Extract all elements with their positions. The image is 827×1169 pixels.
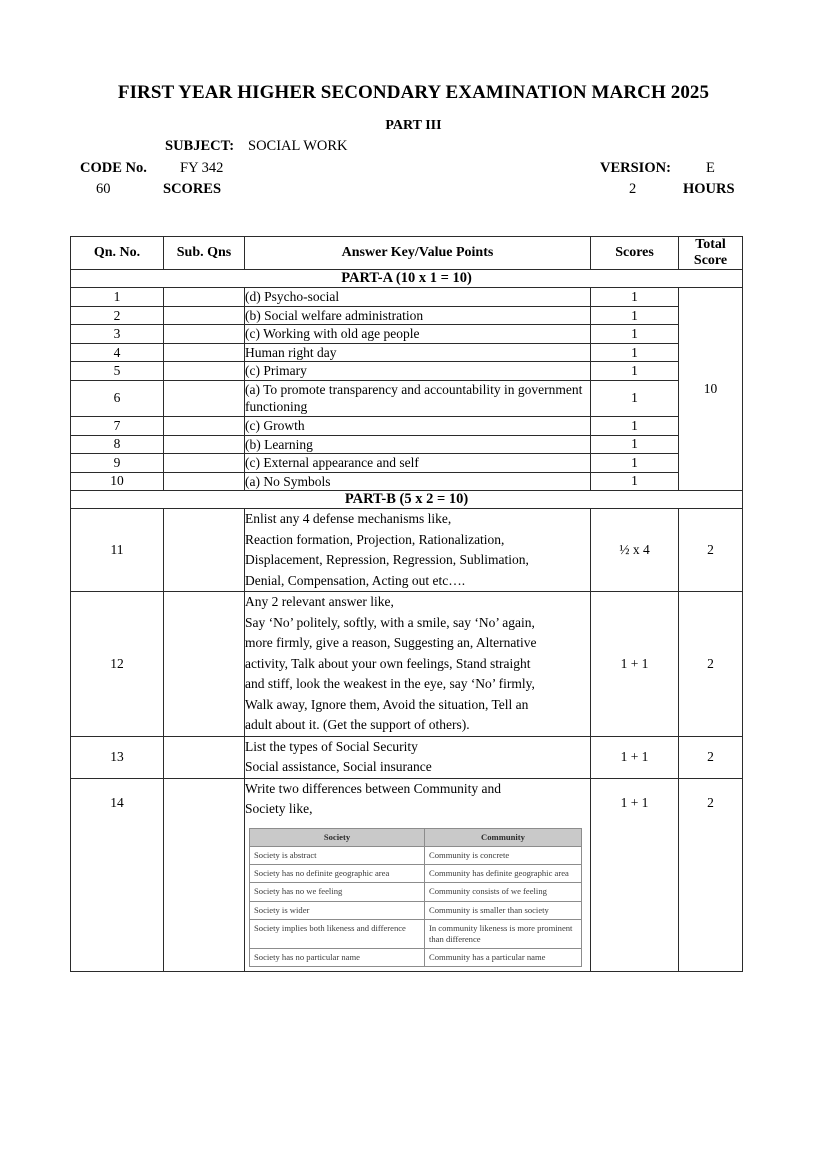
table-row — [71, 472, 743, 491]
cell-answer: (c) Working with old age people — [245, 325, 591, 344]
max-scores-value: 60 — [96, 181, 111, 197]
hours-value: 2 — [629, 181, 637, 197]
cell-sub-qns — [164, 435, 245, 454]
header-scores: Scores — [591, 237, 679, 270]
cell-qn-no: 14 — [71, 778, 164, 971]
comparison-cell-community: Community consists of we feeling — [425, 883, 582, 901]
answer-line: Write two differences between Community and — [245, 780, 502, 796]
table-row — [71, 362, 743, 381]
cell-answer: (d) Psycho-social — [245, 288, 591, 307]
header-qn-no: Qn. No. — [71, 237, 164, 270]
header-total-line2: Score — [693, 253, 728, 269]
cell-qn-no: 6 — [71, 380, 164, 416]
answer-key-body — [71, 237, 743, 972]
cell-sub-qns — [164, 362, 245, 381]
subject-value: SOCIAL WORK — [248, 138, 348, 154]
comparison-row — [250, 949, 582, 967]
answer-line: Any 2 relevant answer like, — [245, 594, 394, 610]
cell-qn-no: 2 — [71, 306, 164, 325]
cell-total-score: 2 — [679, 736, 743, 778]
society-community-comparison-table — [249, 828, 582, 967]
comparison-cell-society: Society has no definite geographic area — [250, 865, 425, 883]
cell-sub-qns — [164, 778, 245, 971]
cell-score: 1 — [591, 472, 679, 491]
cell-score: 1 + 1 — [591, 592, 679, 737]
comparison-cell-society: Society has no we feeling — [250, 883, 425, 901]
answer-line: Denial, Compensation, Acting out etc…. — [245, 572, 466, 588]
comparison-cell-community: Community is smaller than society — [425, 901, 582, 919]
comparison-row — [250, 919, 582, 948]
cell-qn-no: 9 — [71, 454, 164, 473]
answer-line: adult about it. (Get the support of others). — [245, 717, 470, 733]
cell-answer — [245, 592, 591, 737]
answer-line: Displacement, Repression, Regression, Sublimation, — [245, 552, 529, 568]
cell-qn-no: 7 — [71, 417, 164, 436]
answer-key-table — [70, 236, 743, 972]
cell-score: 1 — [591, 325, 679, 344]
cell-answer: Human right day — [245, 343, 591, 362]
table-row — [71, 380, 743, 416]
table-row — [71, 736, 743, 778]
cell-score: 1 + 1 — [591, 778, 679, 971]
page-title: FIRST YEAR HIGHER SECONDARY EXAMINATION MARCH 2025 — [117, 82, 710, 103]
comparison-table-wrapper — [249, 828, 590, 967]
cell-qn-no: 12 — [71, 592, 164, 737]
cell-score: 1 + 1 — [591, 736, 679, 778]
table-row — [71, 509, 743, 592]
cell-sub-qns — [164, 592, 245, 737]
comparison-header-row — [250, 828, 582, 846]
cell-qn-no: 3 — [71, 325, 164, 344]
part-a-band-row — [71, 270, 743, 288]
cell-score: 1 — [591, 435, 679, 454]
table-row — [71, 778, 743, 971]
cell-answer: (b) Learning — [245, 435, 591, 454]
cell-sub-qns — [164, 325, 245, 344]
comparison-header-community: Community — [425, 828, 582, 846]
cell-answer — [245, 736, 591, 778]
table-row — [71, 343, 743, 362]
cell-score: ½ x 4 — [591, 509, 679, 592]
cell-qn-no: 11 — [71, 509, 164, 592]
cell-score: 1 — [591, 362, 679, 381]
comparison-cell-society: Society implies both likeness and difference — [250, 919, 425, 948]
cell-answer: (c) Growth — [245, 417, 591, 436]
cell-answer: (b) Social welfare administration — [245, 306, 591, 325]
cell-answer — [245, 778, 591, 971]
table-row — [71, 435, 743, 454]
table-row — [71, 288, 743, 307]
answer-line: Social assistance, Social insurance — [245, 759, 432, 775]
subject-label: SUBJECT: — [165, 138, 235, 154]
version-value: E — [706, 160, 715, 176]
cell-score: 1 — [591, 343, 679, 362]
part-heading: PART III — [385, 118, 442, 133]
cell-total-score: 10 — [679, 288, 743, 491]
cell-qn-no: 13 — [71, 736, 164, 778]
answer-line: Society like, — [245, 801, 313, 817]
header-total-line1: Total — [695, 237, 726, 252]
cell-score: 1 — [591, 306, 679, 325]
comparison-cell-community: In community likeness is more prominent than difference — [425, 919, 582, 948]
cell-qn-no: 8 — [71, 435, 164, 454]
code-label: CODE No. — [80, 160, 147, 176]
part-b-band: PART-B (5 x 2 = 10) — [71, 491, 743, 509]
table-row — [71, 306, 743, 325]
cell-qn-no: 5 — [71, 362, 164, 381]
table-row — [71, 325, 743, 344]
cell-score: 1 — [591, 288, 679, 307]
cell-answer — [245, 509, 591, 592]
part-a-band: PART-A (10 x 1 = 10) — [71, 270, 743, 288]
cell-sub-qns — [164, 306, 245, 325]
cell-sub-qns — [164, 454, 245, 473]
table-row — [71, 454, 743, 473]
comparison-cell-society: Society has no particular name — [250, 949, 425, 967]
cell-sub-qns — [164, 380, 245, 416]
cell-score: 1 — [591, 417, 679, 436]
answer-line: List the types of Social Security — [245, 738, 418, 754]
header-answer-key: Answer Key/Value Points — [245, 237, 591, 270]
comparison-cell-society: Society is wider — [250, 901, 425, 919]
cell-answer: (a) No Symbols — [245, 472, 591, 491]
cell-sub-qns — [164, 343, 245, 362]
answer-line: Reaction formation, Projection, Rationalization, — [245, 531, 505, 547]
header-sub-qns: Sub. Qns — [164, 237, 245, 270]
comparison-header-society: Society — [250, 828, 425, 846]
cell-total-score: 2 — [679, 778, 743, 971]
table-header-row — [71, 237, 743, 270]
cell-sub-qns — [164, 736, 245, 778]
cell-sub-qns — [164, 509, 245, 592]
cell-qn-no: 4 — [71, 343, 164, 362]
code-value: FY 342 — [180, 160, 224, 176]
cell-score: 1 — [591, 380, 679, 416]
cell-total-score: 2 — [679, 509, 743, 592]
cell-answer: (c) Primary — [245, 362, 591, 381]
comparison-cell-community: Community has definite geographic area — [425, 865, 582, 883]
cell-total-score: 2 — [679, 592, 743, 737]
comparison-cell-society: Society is abstract — [250, 847, 425, 865]
header-total-score — [679, 237, 743, 270]
table-row — [71, 592, 743, 737]
cell-sub-qns — [164, 417, 245, 436]
answer-line: more firmly, give a reason, Suggesting an, Alternative — [245, 635, 537, 651]
answer-line: Walk away, Ignore them, Avoid the situation, Tell an — [245, 696, 529, 712]
part-b-band-row — [71, 491, 743, 509]
comparison-cell-community: Community has a particular name — [425, 949, 582, 967]
cell-sub-qns — [164, 472, 245, 491]
comparison-row — [250, 901, 582, 919]
version-label: VERSION: — [600, 160, 671, 176]
comparison-row — [250, 883, 582, 901]
comparison-cell-community: Community is concrete — [425, 847, 582, 865]
table-row — [71, 417, 743, 436]
cell-qn-no: 10 — [71, 472, 164, 491]
cell-score: 1 — [591, 454, 679, 473]
comparison-row — [250, 847, 582, 865]
comparison-row — [250, 865, 582, 883]
cell-answer: (a) To promote transparency and accountability in government functioning — [245, 380, 591, 416]
answer-line: Say ‘No’ politely, softly, with a smile, say ‘No’ again, — [245, 614, 535, 630]
cell-qn-no: 1 — [71, 288, 164, 307]
cell-sub-qns — [164, 288, 245, 307]
hours-label: HOURS — [683, 181, 735, 197]
cell-answer: (c) External appearance and self — [245, 454, 591, 473]
answer-line: activity, Talk about your own feelings, Stand straight — [245, 655, 531, 671]
answer-line: and stiff, look the weakest in the eye, say ‘No’ firmly, — [245, 676, 535, 692]
answer-line: Enlist any 4 defense mechanisms like, — [245, 511, 452, 527]
max-scores-label: SCORES — [163, 181, 222, 197]
